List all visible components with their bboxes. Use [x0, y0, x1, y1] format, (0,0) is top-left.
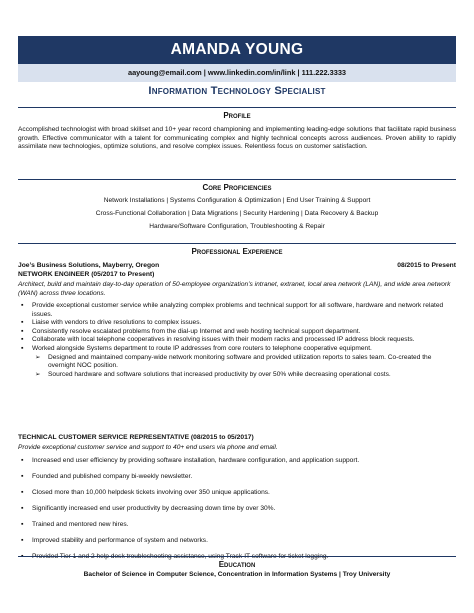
company-dates: 08/2015 to Present	[397, 262, 456, 269]
resume-title: Information Technology Specialist	[148, 85, 326, 97]
role-1-description: Architect, build and maintain day-to-day operation of 50-employee organization’s intranet, extranet, local area network (LAN), and wide area network (WAN) across three locations.	[18, 281, 451, 297]
experience-heading: Professional Experience	[18, 243, 456, 256]
education-text: Bachelor of Science in Computer Science, Concentration in Information Systems | Troy University	[83, 571, 391, 578]
proficiencies-line-1: Network Installations | Systems Configuration & Optimization | End User Training & Support	[103, 197, 371, 204]
list-item: ▪ Improved stability and performance of system and networks.	[18, 537, 456, 546]
list-item: ▪ Provide exceptional customer service while analyzing complex problems and technical support for all software, hardware and network related issues.	[18, 302, 456, 319]
education-heading: Education	[18, 556, 456, 569]
list-item: ▪ Collaborate with local telephone cooperatives in resolving issues with their modem racks and processed IP address block requests.	[18, 336, 456, 345]
contact-line: aayoung@email.com | www.linkedin.com/in/link | 111.222.3333	[18, 64, 456, 82]
list-item: ▪ Worked alongside Systems department to route IP addresses from core routers to telephone cooperative equipment.	[18, 345, 456, 354]
proficiencies-heading: Core Proficiencies	[18, 179, 456, 192]
list-item: ▪ Liaise with vendors to drive resolutions to complex issues.	[18, 319, 456, 328]
company-name: Joe’s Business Solutions, Mayberry, Oregon	[18, 262, 160, 269]
role-2-title: TECHNICAL CUSTOMER SERVICE REPRESENTATIVE (08/2015 to 05/2017)	[18, 434, 254, 441]
proficiencies-line-3: Hardware/Software Configuration, Troubleshooting & Repair	[149, 223, 325, 230]
list-item: ▪ Closed more than 10,000 helpdesk tickets involving over 350 unique applications.	[18, 489, 456, 498]
role-2-bullets	[18, 457, 456, 562]
list-item: ➢ Designed and maintained company-wide network monitoring software and provided utilization reports to sales team. Co-created the overnight NOC position.	[18, 354, 456, 371]
list-item: ▪ Founded and published company bi-weekly newsletter.	[18, 473, 456, 482]
profile-heading: Profile	[18, 107, 456, 120]
list-item: ▪ Trained and mentored new hires.	[18, 521, 456, 530]
candidate-name: AMANDA YOUNG	[18, 36, 456, 64]
role-1-bullets	[18, 302, 456, 379]
profile-text: Accomplished technologist with broad skillset and 10+ year record championing and implementing leading-edge solutions that facilitate rapid business growth. Effective communicator with a talent for communicating complex and highly technical concepts across audiences. Proven ability to rapidly assimilate new technologies, optimize solutions, and resolve complex issues. Relentless focus on customer satisfaction.	[18, 126, 456, 151]
role-1-title: NETWORK ENGINEER (05/2017 to Present)	[18, 271, 155, 278]
role-2-description: Provide exceptional customer service and support to 40+ end users via phone and email.	[18, 444, 278, 451]
list-item: ▪ Increased end user efficiency by providing software installation, hardware configuration, and application support.	[18, 457, 456, 466]
list-item: ▪ Provided Tier 1 and 2 help desk troubleshooting assistance, using Track-IT software for ticket logging.	[18, 553, 456, 562]
list-item: ➢ Sourced hardware and software solutions that increased productivity by over 50% while decreasing operational costs.	[18, 371, 456, 380]
list-item: ▪ Significantly increased end user productivity by decreasing down time by over 30%.	[18, 505, 456, 514]
proficiencies-line-2: Cross-Functional Collaboration | Data Migrations | Security Hardening | Data Recovery & Backup	[95, 210, 379, 217]
company-line	[18, 262, 456, 269]
list-item: ▪ Consistently resolve escalated problems from the dial-up Internet and web hosting technical support department.	[18, 328, 456, 337]
